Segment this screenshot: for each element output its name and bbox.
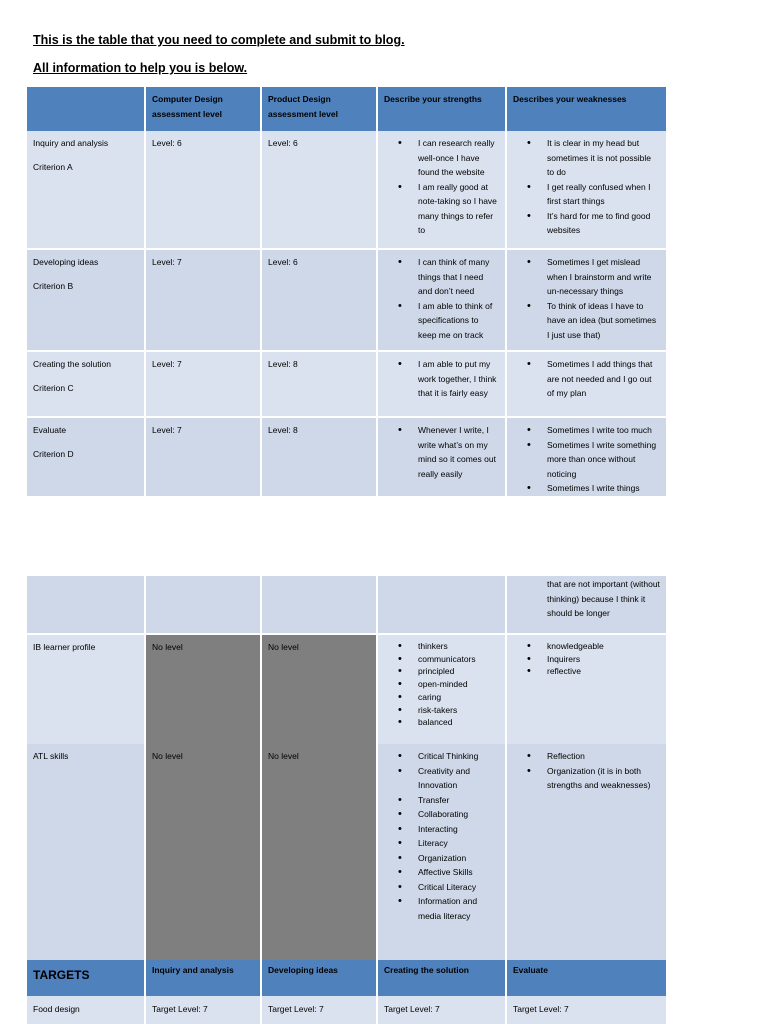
list-item: • I can research really well-once I have found the website — [418, 136, 499, 180]
row-criterion: Criterion C — [33, 382, 74, 393]
list-item: • Organization — [418, 851, 499, 866]
list-item: • Sometimes I write too much — [547, 423, 660, 438]
list-item: • Sometimes I write something more than once without noticing — [547, 438, 660, 482]
list-item: • risk-takers — [418, 704, 499, 717]
weaknesses-list — [513, 749, 660, 793]
strengths-list — [384, 423, 499, 481]
list-item: • Sometimes I write things — [547, 481, 660, 496]
table-row — [27, 250, 666, 352]
list-item: • It is clear in my head but sometimes it is not possible to do — [547, 136, 660, 180]
product-level: No level — [260, 744, 376, 960]
assessment-table-continued — [27, 576, 666, 1024]
targets-col-developing: Developing ideas — [260, 960, 376, 996]
product-level: Level: 8 — [260, 352, 376, 416]
list-item: • Literacy — [418, 836, 499, 851]
intro-line-1: This is the table that you need to complete and submit to blog. — [33, 33, 405, 47]
product-level: Level: 6 — [260, 131, 376, 248]
list-item: • balanced — [418, 716, 499, 729]
list-item: • Collaborating — [418, 807, 499, 822]
weaknesses-list — [513, 357, 660, 401]
row-label: Evaluate — [33, 425, 67, 435]
row-label: IB learner profile — [27, 635, 144, 744]
header-product-design: Product Design assessment level — [260, 87, 376, 131]
table-row — [27, 352, 666, 418]
table-header-row — [27, 87, 666, 131]
product-level: Level: 6 — [260, 250, 376, 350]
target-level: Target Level: 7 — [505, 996, 666, 1024]
assessment-table — [27, 87, 666, 496]
list-item: • thinkers — [418, 640, 499, 653]
table-row — [27, 744, 666, 960]
strengths-list — [384, 357, 499, 401]
list-item: • To think of ideas I have to have an idea (but sometimes I just use that) — [547, 299, 660, 343]
list-item: • principled — [418, 665, 499, 678]
weaknesses-list — [513, 255, 660, 342]
list-item: • I am able to put my work together, I think that it is fairly easy — [418, 357, 499, 401]
list-item: • Critical Thinking — [418, 749, 499, 764]
intro-line-2: All information to help you is below. — [33, 61, 248, 75]
header-strengths: Describe your strengths — [376, 87, 505, 131]
targets-col-inquiry: Inquiry and analysis — [144, 960, 260, 996]
target-level: Target Level: 7 — [260, 996, 376, 1024]
strengths-list — [384, 136, 499, 238]
table-row — [27, 635, 666, 744]
row-label: Creating the solution — [33, 359, 111, 369]
list-item: • I can think of many things that I need and don’t need — [418, 255, 499, 299]
list-item: • knowledgeable — [547, 640, 660, 653]
row-label: Inquiry and analysis — [33, 138, 109, 148]
weakness-continuation: that are not important (without thinking) because I think it should be longer — [505, 576, 666, 633]
weaknesses-list — [513, 423, 660, 496]
header-weaknesses: Describes your weaknesses — [505, 87, 666, 131]
header-blank-cell — [27, 87, 144, 131]
targets-header-row — [27, 960, 666, 996]
list-item: • Sometimes I get mislead when I brainstorm and write un-necessary things — [547, 255, 660, 299]
computer-level: No level — [144, 744, 260, 960]
computer-level: Level: 7 — [144, 250, 260, 350]
header-computer-design: Computer Design assessment level — [144, 87, 260, 131]
table-row — [27, 576, 666, 635]
computer-level: Level: 7 — [144, 352, 260, 416]
strengths-list — [384, 640, 499, 729]
strengths-list — [384, 749, 499, 923]
weaknesses-list — [513, 136, 660, 238]
computer-level: Level: 6 — [144, 131, 260, 248]
list-item: • I am able to think of specifications to keep me on track — [418, 299, 499, 343]
product-level: Level: 8 — [260, 418, 376, 496]
list-item: • Sometimes I add things that are not needed and I go out of my plan — [547, 357, 660, 401]
list-item: • Whenever I write, I write what’s on my mind so it comes out really easily — [418, 423, 499, 481]
list-item: • reflective — [547, 665, 660, 678]
list-item: • Transfer — [418, 793, 499, 808]
row-criterion: Criterion B — [33, 280, 74, 291]
list-item: • Organization (it is in both strengths and weaknesses) — [547, 764, 660, 793]
row-criterion: Criterion A — [33, 161, 73, 172]
computer-level: Level: 7 — [144, 418, 260, 496]
list-item: • Inquirers — [547, 653, 660, 666]
list-item: • Information and media literacy — [418, 894, 499, 923]
row-criterion: Criterion D — [33, 448, 74, 459]
list-item: • Creativity and Innovation — [418, 764, 499, 793]
list-item: • Affective Skills — [418, 865, 499, 880]
list-item: • open-minded — [418, 678, 499, 691]
list-item: • Critical Literacy — [418, 880, 499, 895]
row-label: Developing ideas — [33, 257, 99, 267]
list-item: • I get really confused when I first start things — [547, 180, 660, 209]
targets-col-creating: Creating the solution — [376, 960, 505, 996]
row-label: ATL skills — [27, 744, 144, 960]
list-item: • I am really good at note-taking so I have many things to refer to — [418, 180, 499, 238]
list-item: • Reflection — [547, 749, 660, 764]
table-row — [27, 996, 666, 1024]
list-item: • caring — [418, 691, 499, 704]
product-level: No level — [260, 635, 376, 744]
target-level: Target Level: 7 — [144, 996, 260, 1024]
strengths-list — [384, 255, 499, 342]
list-item: • It’s hard for me to find good websites — [547, 209, 660, 238]
row-label: Food design — [27, 996, 144, 1024]
targets-col-evaluate: Evaluate — [505, 960, 666, 996]
list-item: • Interacting — [418, 822, 499, 837]
computer-level: No level — [144, 635, 260, 744]
table-row — [27, 131, 666, 250]
weaknesses-list — [513, 640, 660, 678]
target-level: Target Level: 7 — [376, 996, 505, 1024]
targets-title: TARGETS — [33, 968, 90, 982]
table-row — [27, 418, 666, 496]
list-item: • communicators — [418, 653, 499, 666]
